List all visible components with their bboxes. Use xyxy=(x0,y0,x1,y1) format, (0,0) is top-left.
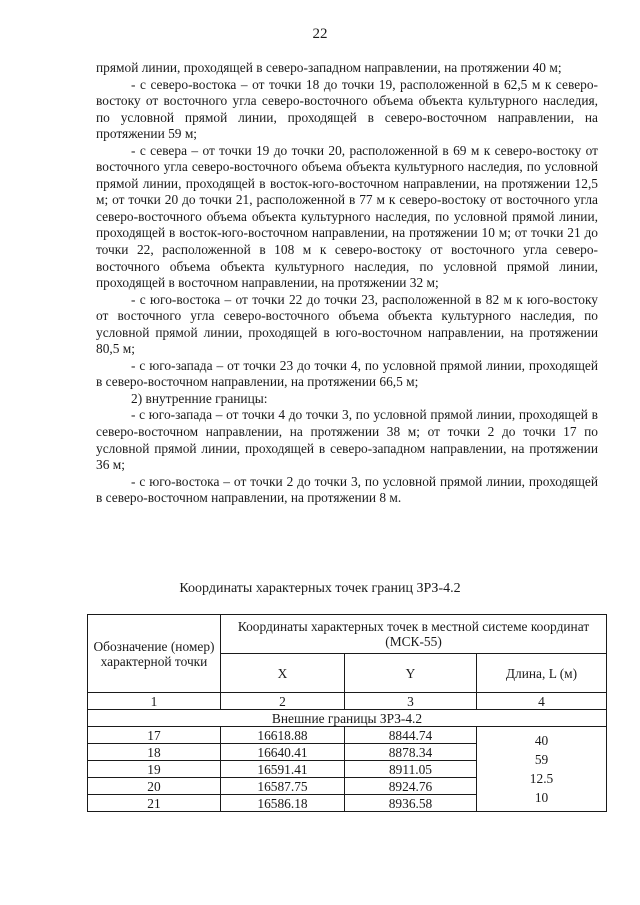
table-title: Координаты характерных точек границ ЗРЗ-4.2 xyxy=(179,581,461,596)
x-cell: 16586.18 xyxy=(221,795,345,812)
paragraph: прямой линии, проходящей в северо-западном направлении, на протяжении 40 м; xyxy=(96,60,562,75)
y-cell: 8911.05 xyxy=(345,761,477,778)
length-value: 10 xyxy=(534,790,549,805)
section-header: Внешние границы ЗРЗ-4.2 xyxy=(88,710,607,727)
length-value: 12.5 xyxy=(529,771,554,786)
header-point: Обозначение (номер) характерной точки xyxy=(88,615,221,693)
x-cell: 16640.41 xyxy=(221,744,345,761)
paragraph: - с юго-запада – от точки 23 до точки 4, по условной прямой линии, проходящей в северо-восточном направлении, на протяжении 66,5 м; xyxy=(96,357,598,390)
paragraph: 2) внутренние границы: xyxy=(131,390,268,406)
paragraph: - с севера – от точки 19 до точки 20, расположенной в 69 м к северо-востоку от восточного угла северо-восточного объема объекта культурного наследия, по условной прямой линии, проходящей в восток-юго-восточном направлении, на протяжении 12,5 м; от точки 20 до точки 21, расположенной в 77 м к северо-востоку от восточного угла северо-восточного объема объекта культурного наследия, по условной прямой линии, проходящей в восток-юго-восточном направлении, на протяжении 10 м; от точки 21 до точки 22, расположенной в 108 м к северо-востоку от восточного угла северо-восточного объема объекта культурного наследия, по условной прямой линии, проходящей в восточном направлении, на протяжении 32 м; xyxy=(96,142,598,291)
length-value: 59 xyxy=(534,752,549,767)
column-number: 1 xyxy=(88,693,221,710)
paragraph: - с юго-востока – от точки 2 до точки 3, по условной прямой линии, проходящей в северо-восточном направлении, на протяжении 8 м. xyxy=(96,473,598,506)
header-coords: Координаты характерных точек в местной системе координат (МСК-55) xyxy=(221,615,607,654)
point-cell: 19 xyxy=(88,761,221,778)
point-cell: 21 xyxy=(88,795,221,812)
x-cell: 16618.88 xyxy=(221,727,345,744)
paragraph: - с юго-запада – от точки 4 до точки 3, по условной прямой линии, проходящей в северо-восточном направлении, на протяжении 38 м; от точки 2 до точки 17 по условной прямой линии, проходящей в северо-западном направлении, на протяжении 36 м; xyxy=(96,407,598,473)
paragraph: - с юго-востока – от точки 22 до точки 23, расположенной в 82 м к юго-востоку от восточного угла северо-восточного объема объекта культурного наследия, по условной прямой линии, проходящей в юго-восточном направлении, на протяжении 80,5 м; xyxy=(96,291,598,357)
column-number: 3 xyxy=(345,693,477,710)
table-row xyxy=(88,727,607,744)
column-number: 2 xyxy=(221,693,345,710)
y-cell: 8924.76 xyxy=(345,778,477,795)
header-x: X xyxy=(221,654,345,693)
length-value: 40 xyxy=(534,733,549,748)
x-cell: 16587.75 xyxy=(221,778,345,795)
paragraph: - с северо-востока – от точки 18 до точки 19, расположенной в 62,5 м к северо-востоку от восточного угла северо-восточного объема объекта культурного наследия, по условной прямой линии, проходящей в северо-восточном направлении, на протяжении 59 м; xyxy=(96,76,598,142)
y-cell: 8878.34 xyxy=(345,744,477,761)
point-cell: 18 xyxy=(88,744,221,761)
body-text xyxy=(96,60,598,507)
y-cell: 8844.74 xyxy=(345,727,477,744)
point-cell: 20 xyxy=(88,778,221,795)
column-number: 4 xyxy=(477,693,607,710)
length-cell xyxy=(477,727,607,812)
header-length: Длина, L (м) xyxy=(477,654,607,693)
y-cell: 8936.58 xyxy=(345,795,477,812)
header-y: Y xyxy=(345,654,477,693)
point-cell: 17 xyxy=(88,727,221,744)
coordinates-table xyxy=(87,614,607,812)
page-number: 22 xyxy=(312,26,328,42)
x-cell: 16591.41 xyxy=(221,761,345,778)
